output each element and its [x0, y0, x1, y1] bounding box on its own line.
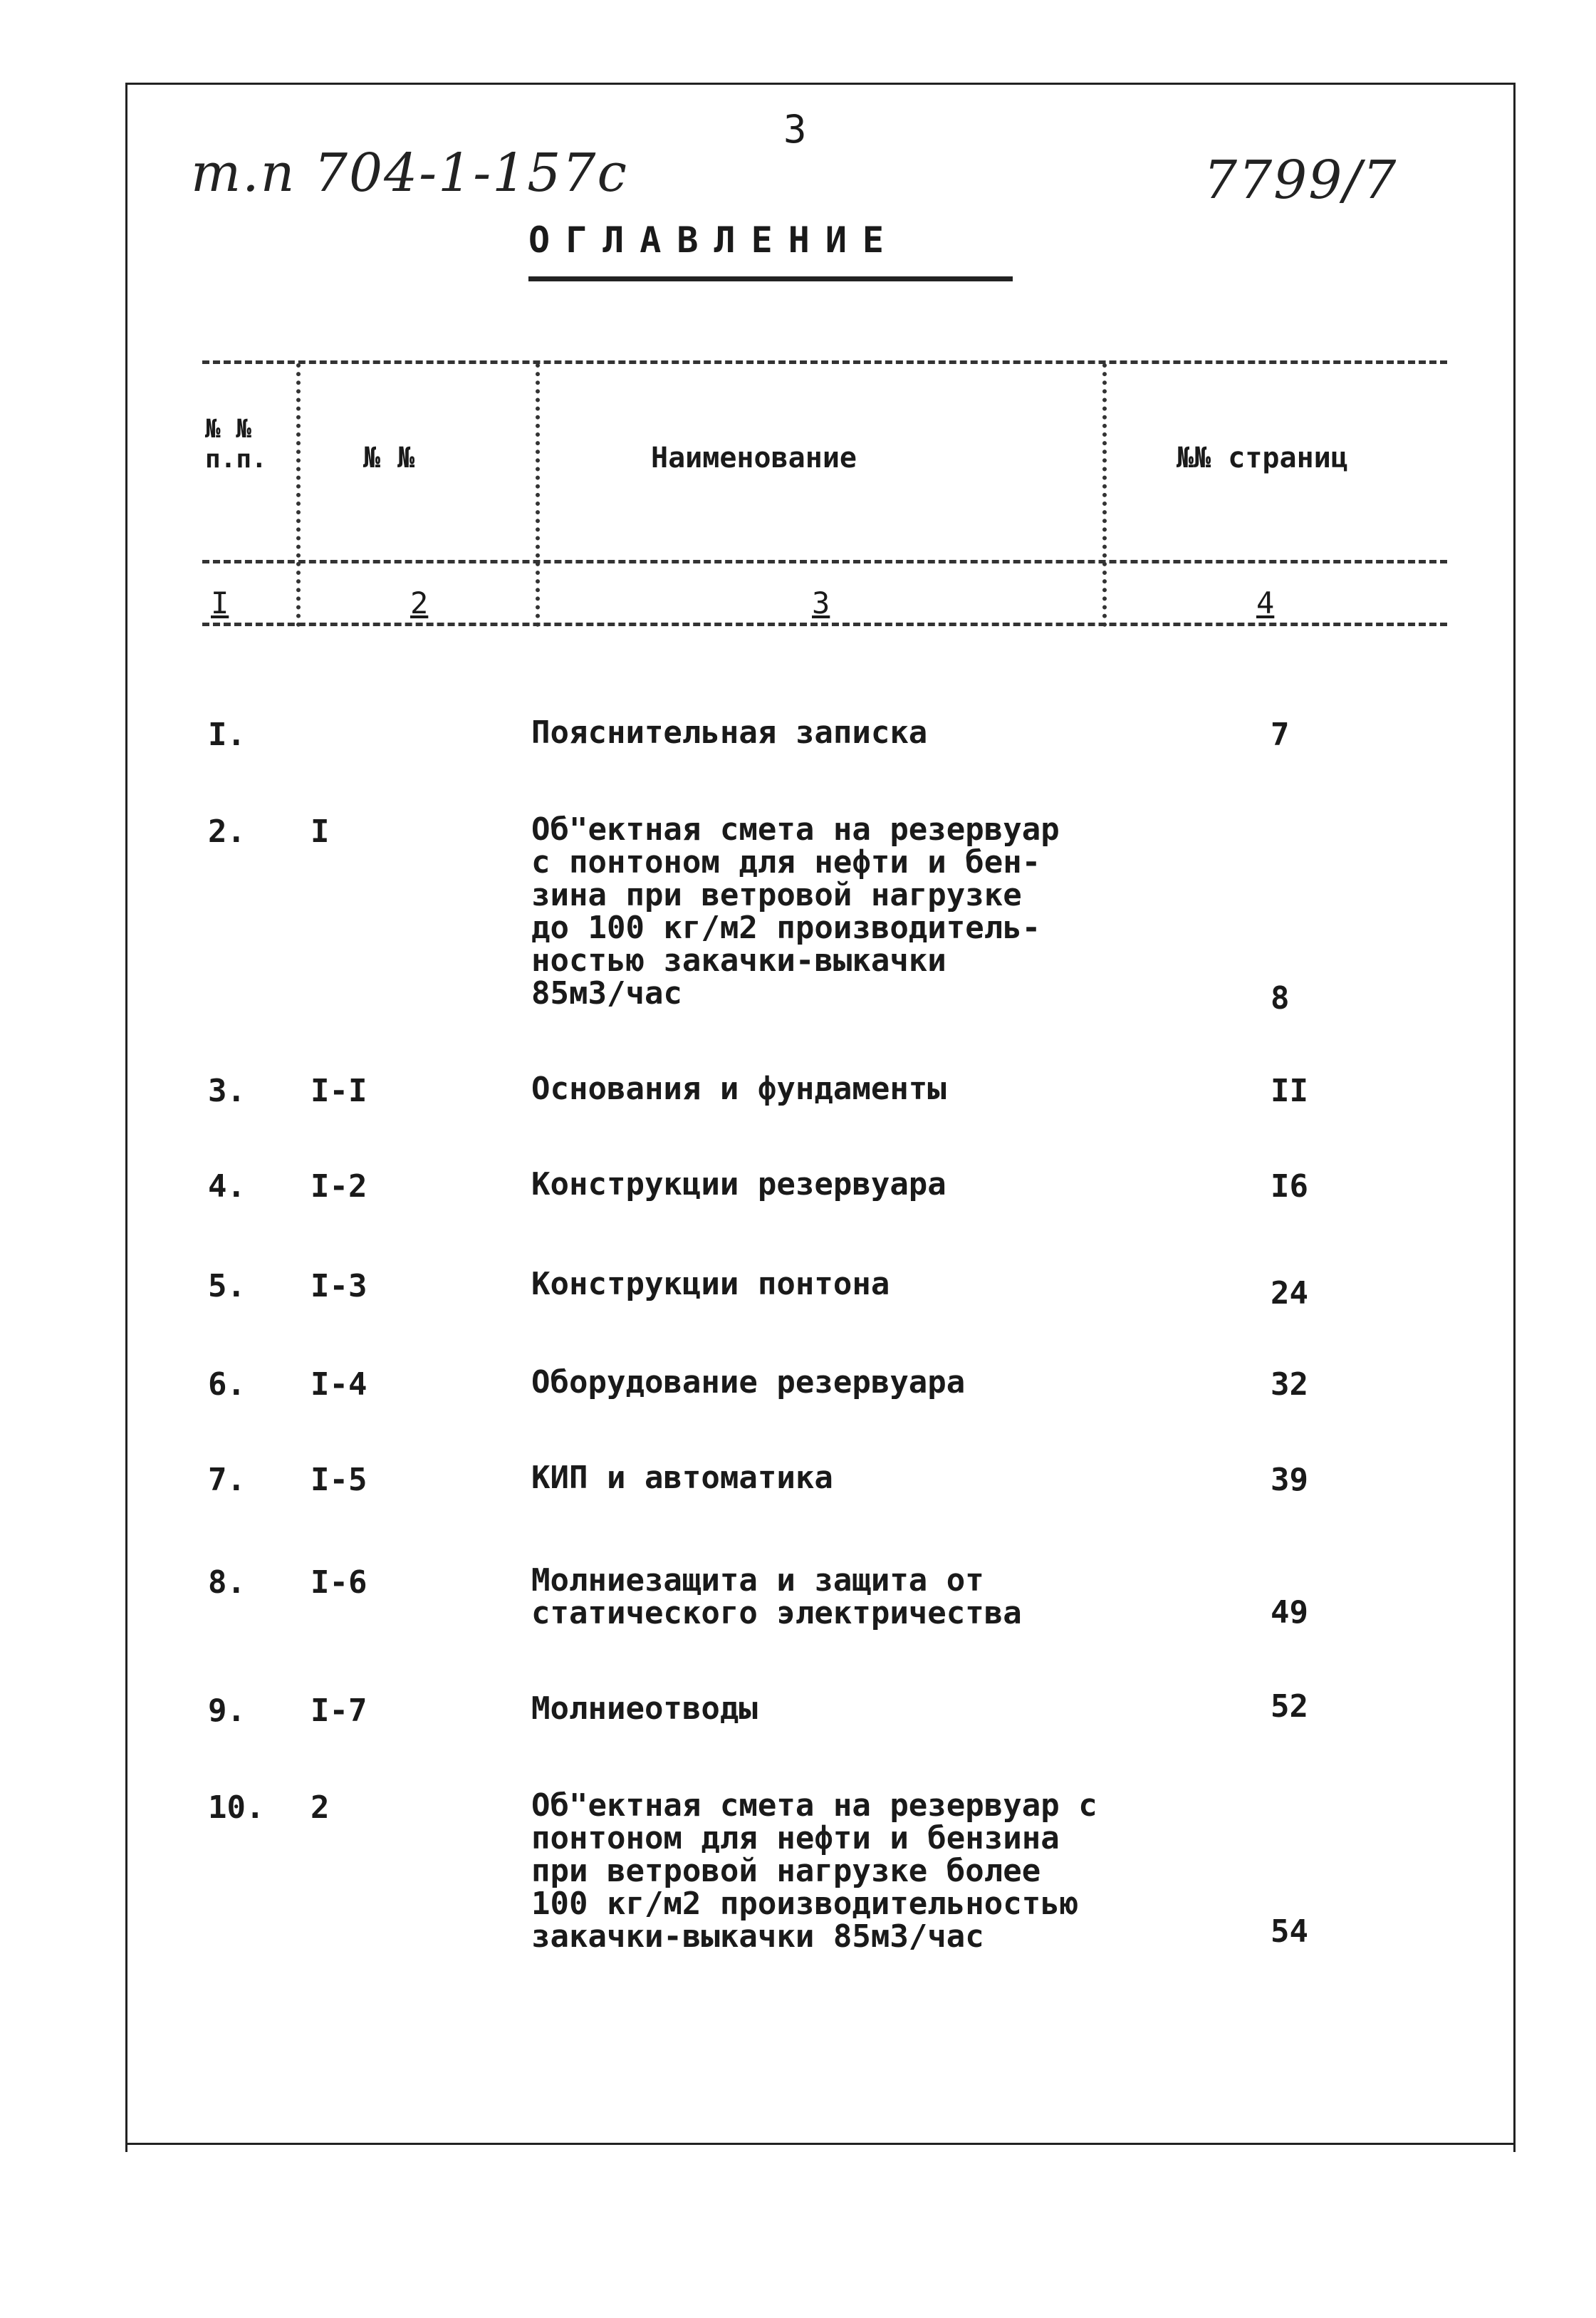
row-code: I-I	[311, 1073, 367, 1109]
row-page: 7	[1271, 717, 1290, 753]
row-name: Об"ектная смета на резервуар с понтоном для нефти и бензина при ветровой нагрузке более 100 кг/м2 производительностью закачки-выкачки 85м3/час	[531, 1787, 1097, 1955]
row-number: 7.	[208, 1462, 246, 1498]
page-title: ОГЛАВЛЕНИЕ	[528, 219, 900, 261]
row-name: Пояснительная записка	[531, 714, 928, 751]
row-number: 3.	[208, 1073, 246, 1109]
page-number: 3	[783, 107, 807, 152]
header-bottom-line	[202, 623, 1447, 626]
row-number: 8.	[208, 1564, 246, 1601]
row-number: 2.	[208, 814, 246, 850]
row-code: I-5	[311, 1462, 367, 1498]
row-code: I-7	[311, 1693, 367, 1729]
handwritten-inventory-number: 7799/7	[1204, 150, 1398, 211]
frame-bottom-line	[125, 2143, 1516, 2145]
row-page: 54	[1271, 1913, 1308, 1950]
row-number: 9.	[208, 1693, 246, 1729]
handwritten-doc-code: т.п 704-1-157с	[191, 142, 628, 204]
row-page: 24	[1271, 1275, 1308, 1311]
row-code: I-3	[311, 1268, 367, 1304]
row-code: I	[311, 814, 330, 850]
row-page: 52	[1271, 1688, 1308, 1725]
row-name: Оборудование резервуара	[531, 1364, 966, 1400]
header-name: Наименование	[651, 442, 857, 474]
row-name: Конструкции понтона	[531, 1266, 890, 1302]
row-code: I-2	[311, 1168, 367, 1205]
row-name: Об"ектная смета на резервуар с понтоном для нефти и бен- зина при ветровой нагрузке до 100 кг/м2 производитель- ностью закачки-выкачки 85м3/час	[531, 811, 1060, 1012]
row-name: КИП и автоматика	[531, 1460, 833, 1496]
row-page: II	[1271, 1073, 1308, 1109]
title-underline	[528, 276, 1013, 281]
row-page: 32	[1271, 1366, 1308, 1403]
column-number-3: 3	[812, 586, 830, 620]
row-number: 6.	[208, 1366, 246, 1403]
header-pages: №№ страниц	[1177, 442, 1348, 474]
column-divider-3	[1102, 363, 1107, 627]
row-name: Молниеотводы	[531, 1690, 758, 1727]
row-page: 39	[1271, 1462, 1308, 1498]
header-top-line	[202, 360, 1447, 364]
row-name: Конструкции резервуара	[531, 1166, 946, 1202]
row-code: 2	[311, 1789, 330, 1826]
row-number: 5.	[208, 1268, 246, 1304]
row-name: Молниезащита и защита от статического электричества	[531, 1562, 1022, 1631]
row-page: I6	[1271, 1168, 1308, 1205]
header-row-number: № № п.п.	[205, 415, 267, 474]
row-number: 4.	[208, 1168, 246, 1205]
header-code: № №	[363, 442, 415, 474]
row-code: I-4	[311, 1366, 367, 1403]
column-divider-1	[296, 363, 301, 627]
header-mid-line	[202, 560, 1447, 563]
row-name: Основания и фундаменты	[531, 1071, 946, 1107]
row-page: 49	[1271, 1594, 1308, 1631]
row-number: 10.	[208, 1789, 265, 1826]
column-number-2: 2	[410, 586, 429, 620]
column-divider-2	[536, 363, 540, 627]
row-code: I-6	[311, 1564, 367, 1601]
column-number-1: I	[211, 586, 229, 620]
row-number: I.	[208, 717, 246, 753]
row-page: 8	[1271, 980, 1290, 1017]
column-number-4: 4	[1256, 586, 1275, 620]
